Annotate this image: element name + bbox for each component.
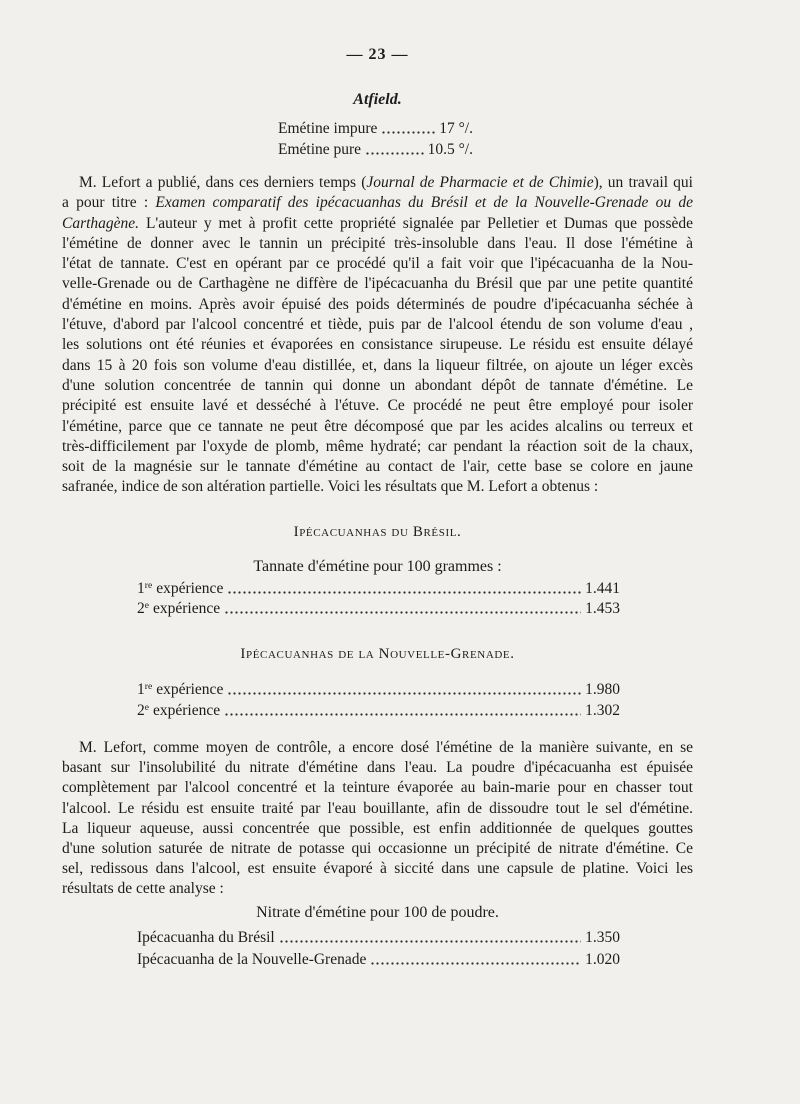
text-line <box>62 234 693 254</box>
text-line <box>62 376 693 396</box>
text-line <box>62 778 693 798</box>
body-text: M. Lefort, comme moyen de contrôle, a encore dosé l'émétine de la manière suivante, en se <box>79 739 693 756</box>
body-text: d'une solution concentrée de tannin qui donne un abondant dépôt de tannate d'émétine. Le <box>62 376 693 394</box>
italic-text: Journal de Pharmacie et de Chimie <box>366 174 594 191</box>
row-label: Emétine pure <box>278 141 362 158</box>
experiment-label: expérience <box>153 600 221 617</box>
text-line <box>62 214 693 234</box>
text-line <box>62 254 693 274</box>
ordinal-suffix: e <box>144 702 150 714</box>
text-line <box>62 193 693 213</box>
body-text: ), un travail qui <box>593 174 693 191</box>
row-label <box>137 679 223 700</box>
experiment-label: expérience <box>153 702 221 719</box>
body-text: l'étuve, d'abord par l'alcool concentré et tiède, puis par de l'alcool étendu de son volume d'eau , <box>62 316 693 334</box>
text-line <box>62 879 693 899</box>
page-number: — 23 — <box>346 46 409 63</box>
text-line <box>62 295 693 315</box>
text-line <box>62 356 693 376</box>
text-line <box>62 457 693 477</box>
dot-leader <box>227 578 581 599</box>
dot-leader <box>227 679 581 700</box>
body-paragraph <box>62 738 693 900</box>
ordinal-number: 2 <box>137 600 145 617</box>
row-value: 17 °/. <box>439 120 473 137</box>
ordinal-suffix: re <box>144 580 153 592</box>
italic-text: Examen comparatif des ipécacuanhas du Brésil et de la Nouvelle-Grenade ou de <box>155 194 693 212</box>
body-text: M. Lefort a publié, dans ces derniers temps ( <box>79 174 367 191</box>
body-text: précipité est ensuite lavé et desséché à l'étuve. Ce procédé ne peut être employé pour isoler <box>62 397 693 415</box>
experiment-row <box>137 578 620 599</box>
italic-text: Carthagène. <box>62 214 140 232</box>
body-text: velle-Grenade ou de Carthagène ne diffère de l'ipécacuanha du Brésil que par une petite quantité <box>62 275 693 293</box>
body-text: L'auteur y met à profit cette propriété signalée par Pelletier et Dumas que possède <box>139 214 693 232</box>
text-line <box>62 859 693 879</box>
table-heading-nouvelle-grenade: Ipécacuanhas de la Nouvelle-Grenade. <box>240 646 515 662</box>
dot-leader <box>224 700 581 721</box>
body-text: complètement par l'alcool concentré et la teinture évaporée au bain-marie pour en chasser tout <box>62 779 693 797</box>
body-text: d'une solution saturée de nitrate de potasse qui occasionne un précipité de nitrate d'émétine. Ce <box>62 839 693 857</box>
row-value: 1.441 <box>585 580 620 597</box>
row-label <box>137 598 220 619</box>
text-line <box>62 799 693 819</box>
experiment-row <box>137 679 620 700</box>
dot-leader <box>365 139 424 160</box>
experiment-label: expérience <box>156 580 224 597</box>
experiment-label: expérience <box>156 681 224 698</box>
nitrate-result-row <box>137 949 620 970</box>
body-text: d'émétine en moins. Après avoir épuisé des poids déterminés de poudre d'ipécacuanha séchée à <box>62 295 693 313</box>
body-text: résultats de cette analyse : <box>62 880 224 898</box>
row-label: Emétine impure <box>278 120 378 137</box>
ordinal-suffix: e <box>144 600 150 612</box>
dot-leader <box>224 598 581 619</box>
body-text: safranée, indice de son altération partielle. Voici les résultats que M. Lefort a obtenus : <box>62 478 599 496</box>
experiment-row <box>137 598 620 619</box>
body-text: basant sur l'insolubilité du nitrate d'émétine dans l'eau. La poudre d'ipécacuanha est épuisée <box>62 759 693 777</box>
table-heading-bresil: Ipécacuanhas du Brésil. <box>293 524 462 540</box>
body-text: soit de la magnésie sur le tannate d'émétine au contact de l'air, cette base se colore en jaune <box>62 458 693 476</box>
row-value: 1.302 <box>585 702 620 719</box>
body-text: les solutions ont été réunies et évaporées en consistance sirupeuse. Le résidu est ensuite délayé <box>62 336 693 354</box>
body-text: l'alcool. Le résidu est ensuite traité par l'eau bouillante, afin de dissoudre tout le sel d'émétine. <box>62 799 693 817</box>
body-text: a pour titre : <box>62 194 156 212</box>
ordinal-number: 1 <box>137 580 145 597</box>
body-text: très-difficilement par l'oxyde de plomb, même hydraté; car pendant la réaction soit de la chaux, <box>62 437 693 455</box>
body-text: La liqueur aqueuse, aussi concentrée que possible, est enfin additionnée de quelques gouttes <box>62 819 693 837</box>
atfield-result-row <box>278 139 473 160</box>
row-value: 1.453 <box>585 600 620 617</box>
ordinal-number: 1 <box>137 681 145 698</box>
atfield-result-row <box>278 118 473 139</box>
text-line <box>62 738 693 758</box>
dot-leader <box>381 118 435 139</box>
text-line <box>62 839 693 859</box>
text-line <box>62 417 693 437</box>
row-value: 1.980 <box>585 681 620 698</box>
body-paragraph <box>62 173 693 498</box>
dot-leader <box>279 927 581 948</box>
text-line <box>62 819 693 839</box>
text-line <box>62 274 693 294</box>
body-text: l'émétine de donner avec le tannin un précipité très-insoluble dans l'eau. Il dose l'émétine à <box>62 234 693 252</box>
table-heading-nitrate: Nitrate d'émétine pour 100 de poudre. <box>256 904 499 921</box>
text-line <box>62 173 693 193</box>
text-line <box>62 335 693 355</box>
body-text: l'émétine, parce que ce tannate ne peut être décomposé que par les acides alcalins ou terreux et <box>62 417 693 435</box>
nitrate-result-row <box>137 927 620 948</box>
dot-leader <box>370 949 581 970</box>
table-subheading: Tannate d'émétine pour 100 grammes : <box>253 558 502 575</box>
body-text: l'état de tannate. C'est en opérant par ce procédé qu'il a fait voir que l'ipécacuanha de la Nou- <box>62 255 693 273</box>
text-line <box>62 315 693 335</box>
ordinal-suffix: re <box>144 681 153 693</box>
row-value: 1.350 <box>585 929 620 946</box>
text-line <box>62 396 693 416</box>
row-value: 1.020 <box>585 951 620 968</box>
row-value: 10.5 °/. <box>427 141 473 158</box>
section-author-heading: Atfield. <box>353 91 402 108</box>
body-text: sel, redissous dans l'alcool, est ensuite évaporé à siccité dans une capsule de platine. Voici les <box>62 860 693 878</box>
row-label <box>137 578 223 599</box>
ordinal-number: 2 <box>137 702 145 719</box>
body-text: dans 15 à 20 fois son volume d'eau distillée, et, dans la liqueur filtrée, on ajoute un léger excès <box>62 356 693 374</box>
text-line <box>62 758 693 778</box>
row-label: Ipécacuanha du Brésil <box>137 929 275 946</box>
text-line <box>62 477 693 497</box>
text-line <box>62 437 693 457</box>
experiment-row <box>137 700 620 721</box>
row-label <box>137 700 220 721</box>
row-label: Ipécacuanha de la Nouvelle-Grenade <box>137 951 367 968</box>
